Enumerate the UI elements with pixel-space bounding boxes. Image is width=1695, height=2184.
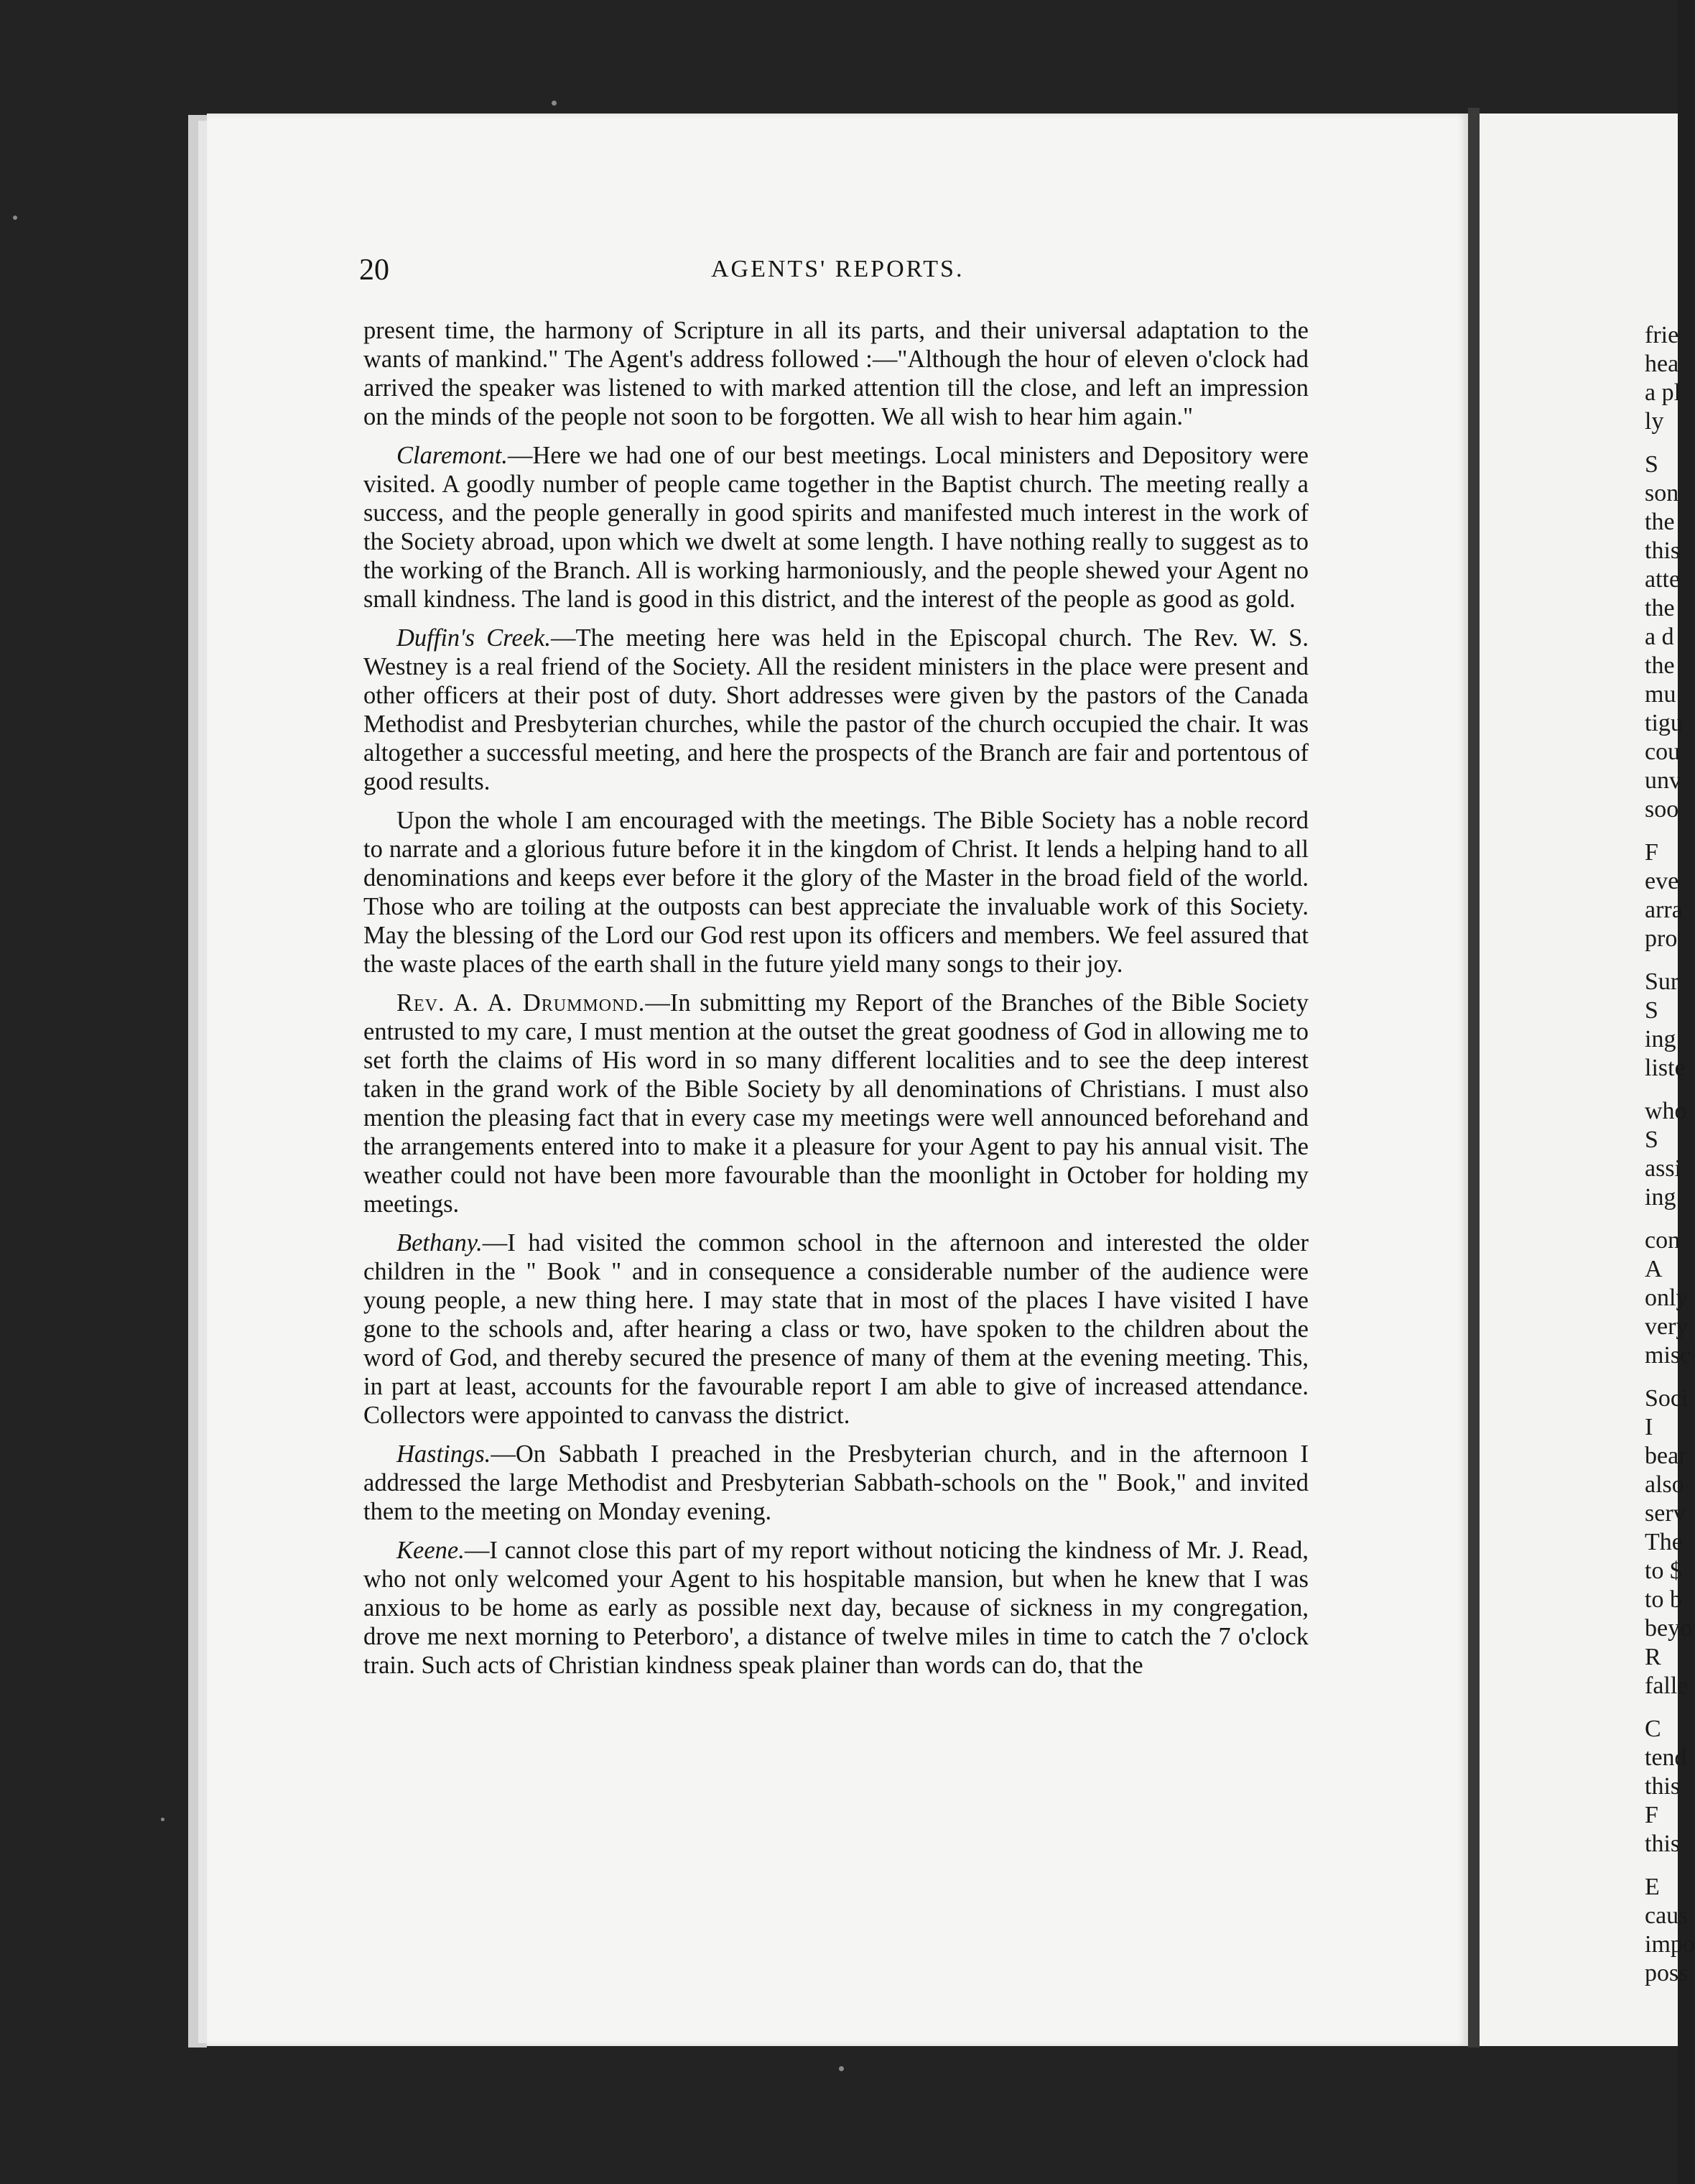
right-page-line-fragment: C xyxy=(1645,1716,1661,1742)
right-page-line-fragment: tend xyxy=(1645,1744,1687,1771)
right-page-line-fragment: S xyxy=(1645,451,1658,478)
right-page-line-fragment: E xyxy=(1645,1874,1660,1900)
right-page-line-fragment: only xyxy=(1645,1285,1689,1311)
paragraph-body: Upon the whole I am encouraged with the meetings. The Bible Society has a noble record to narrate and a glorious future before it in the kingdom of Christ. It lends a helping hand to all denominations and keeps ever before it the glory of the Master in the broad field of the world. Those who are toiling at the outposts can best appreciate the invaluable work of this Society. May the blessing of the Lord our God rest upon its officers and members. We feel assured that the waste places of the earth shall in the future yield many songs to their joy. xyxy=(363,807,1309,978)
right-page-line-fragment: atte xyxy=(1645,566,1681,593)
right-page-line-fragment: pro xyxy=(1645,925,1678,952)
paragraph-body: —On Sabbath I preached in the Presbyterian church, and in the afternoon I addressed the large Methodist and Presbyterian Sabbath-schools on the " Book," and invited them to the meeting on Monday evening. xyxy=(363,1440,1309,1525)
paragraph xyxy=(363,1536,1309,1680)
right-page-line-fragment: poss xyxy=(1645,1960,1689,1986)
paragraph-lead: Hastings. xyxy=(396,1440,491,1468)
paragraph-body: —I cannot close this part of my report without noticing the kindness of Mr. J. Read, who not only welcomed your Agent to his hospitable mansion, but when he knew that I was anxious to be home as early as possible next day, because of sickness in my congregation, drove me next morning to Peterboro', a distance of twelve miles in time to catch the 7 o'clock train. Such acts of Christian kindness speak plainer than words can do, that the xyxy=(363,1537,1309,1679)
right-page-line-fragment: this xyxy=(1645,1831,1681,1857)
right-page-line-fragment: unv xyxy=(1645,767,1681,794)
right-page-line-fragment: the xyxy=(1645,595,1675,621)
right-page-line-fragment: the xyxy=(1645,509,1675,535)
right-page-line-fragment: beyo xyxy=(1645,1615,1693,1642)
page-number: 20 xyxy=(359,254,389,287)
right-page-line-fragment: this xyxy=(1645,1773,1681,1800)
right-page-line-fragment: I xyxy=(1645,1414,1653,1440)
right-page-line-fragment: to b xyxy=(1645,1586,1682,1613)
paragraph xyxy=(363,441,1309,614)
right-page-line-fragment: hea xyxy=(1645,351,1679,377)
right-page-line-fragment: cou xyxy=(1645,739,1681,765)
paragraph xyxy=(363,316,1309,431)
right-page-line-fragment: arra xyxy=(1645,897,1683,923)
right-page-line-fragment: very xyxy=(1645,1313,1689,1340)
right-page-line-fragment: R xyxy=(1645,1644,1661,1670)
right-page-line-fragment: S xyxy=(1645,997,1658,1024)
paragraph-lead: Duffin's Creek. xyxy=(396,624,551,652)
paragraph xyxy=(363,624,1309,796)
dust-speck xyxy=(839,2066,844,2071)
right-page-line-fragment: mu xyxy=(1645,681,1676,708)
paragraph-lead: Rev. A. A. Drummond. xyxy=(396,989,646,1017)
paragraph-body: —Here we had one of our best meetings. Local ministers and Depository were visited. A goodly number of people came together in the Baptist church. The meeting really a success, and the people generally in good spirits and manifested much interest in the work of the Society abroad, upon which we dwelt at some length. I have nothing really to suggest as to the working of the Branch. All is working harmoniously, and the people shewed your Agent no small kindness. The land is good in this district, and the interest of the people as good as gold. xyxy=(363,442,1309,613)
page-header xyxy=(359,253,1307,289)
right-page-line-fragment: ing xyxy=(1645,1184,1676,1211)
right-page-line-fragment: ly xyxy=(1645,408,1664,435)
right-page-line-fragment: Soci xyxy=(1645,1385,1689,1412)
right-page-line-fragment: F xyxy=(1645,839,1658,866)
right-page-line-fragment: son xyxy=(1645,480,1679,506)
right-page-line-fragment: liste xyxy=(1645,1055,1686,1081)
dust-speck xyxy=(161,1818,164,1821)
paragraph-body: —In submitting my Report of the Branches of the Bible Society entrusted to my care, I must mention at the outset the great goodness of God in allowing me to set forth the claims of His word in so many different localities and to see the deep interest taken in the grand work of the Bible Society by all denominations of Christians. I must also mention the pleasing fact that in every case my meetings were well announced beforehand and the arrangements entered into to make it a pleasure for your Agent to pay his annual visit. The weather could not have been more favourable than the moonlight in October for holding my meetings. xyxy=(363,989,1309,1218)
paragraph xyxy=(363,989,1309,1218)
page-stack-edge xyxy=(198,121,207,2043)
paragraph xyxy=(363,1440,1309,1526)
right-page-line-fragment: a pl xyxy=(1645,379,1681,406)
right-page-line-fragment: F xyxy=(1645,1802,1658,1828)
right-page-line-fragment: Sur xyxy=(1645,968,1679,995)
right-page-line-fragment: bear xyxy=(1645,1443,1687,1469)
right-page-line-fragment: to $ xyxy=(1645,1558,1682,1584)
right-page-line-fragment: also xyxy=(1645,1471,1684,1498)
paragraph-lead: Keene. xyxy=(396,1537,465,1564)
paragraph-lead: Bethany. xyxy=(396,1229,483,1257)
right-page-line-fragment: a d xyxy=(1645,624,1674,650)
right-page-line-fragment: S xyxy=(1645,1126,1658,1153)
body-text xyxy=(363,316,1309,1690)
right-page-line-fragment: misc xyxy=(1645,1342,1691,1369)
right-page-line-fragment: eve xyxy=(1645,868,1679,894)
paragraph-lead: Claremont. xyxy=(396,442,508,469)
paragraph xyxy=(363,1228,1309,1430)
paragraph-body: —The meeting here was held in the Episcopal church. The Rev. W. S. Westney is a real friend of the Society. All the resident ministers in the place were present and other officers at their post of duty. Short addresses were given by the pastors of the Canada Methodist and Presbyterian churches, while the pastor of the church occupied the chair. It was altogether a successful meeting, and here the prospects of the Branch are fair and portentous of good results. xyxy=(363,624,1309,795)
right-page-line-fragment: soo xyxy=(1645,796,1679,823)
running-head: AGENTS' REPORTS. xyxy=(711,256,965,282)
right-page-line-fragment: assi xyxy=(1645,1155,1681,1182)
right-page-line-fragment: con xyxy=(1645,1227,1681,1254)
right-page-line-fragment: the xyxy=(1645,652,1675,679)
right-page-line-fragment: ing xyxy=(1645,1026,1676,1052)
paragraph-body: —I had visited the common school in the afternoon and interested the older children in the " Book " and in consequence a considerable number of the audience were young people, a new thing here. I may state that in most of the places I have visited I have gone to the schools and, after hearing a class or two, have spoken to the children about the word of God, and thereby secured the presence of many of them at the evening meeting. This, in part at least, accounts for the favourable report I am able to give of increased attendance. Collectors were appointed to canvass the district. xyxy=(363,1229,1309,1429)
book-gutter xyxy=(1468,108,1480,2048)
right-page-line-fragment: frie xyxy=(1645,322,1679,348)
right-page-line-fragment: caus xyxy=(1645,1902,1689,1929)
paragraph xyxy=(363,806,1309,978)
right-page-line-fragment: who xyxy=(1645,1098,1687,1124)
right-page-line-fragment: A xyxy=(1645,1256,1663,1282)
right-page-line-fragment: serv xyxy=(1645,1500,1686,1527)
dust-speck xyxy=(552,101,557,106)
paragraph-body: present time, the harmony of Scripture in all its parts, and their universal adaptation to the wants of mankind." The Agent's address followed :—"Although the hour of eleven o'clock had arrived the speaker was listened to with marked attention till the close, and left an impression on the minds of the people not soon to be forgotten. We all wish to hear him again." xyxy=(363,317,1309,430)
right-page-line-fragment: this xyxy=(1645,537,1681,564)
right-page-line-fragment: impo xyxy=(1645,1931,1695,1958)
right-page-line-fragment: The xyxy=(1645,1529,1683,1555)
right-page-line-fragment: falle xyxy=(1645,1672,1689,1699)
dust-speck xyxy=(13,216,17,220)
right-page-line-fragment: tigu xyxy=(1645,710,1683,736)
